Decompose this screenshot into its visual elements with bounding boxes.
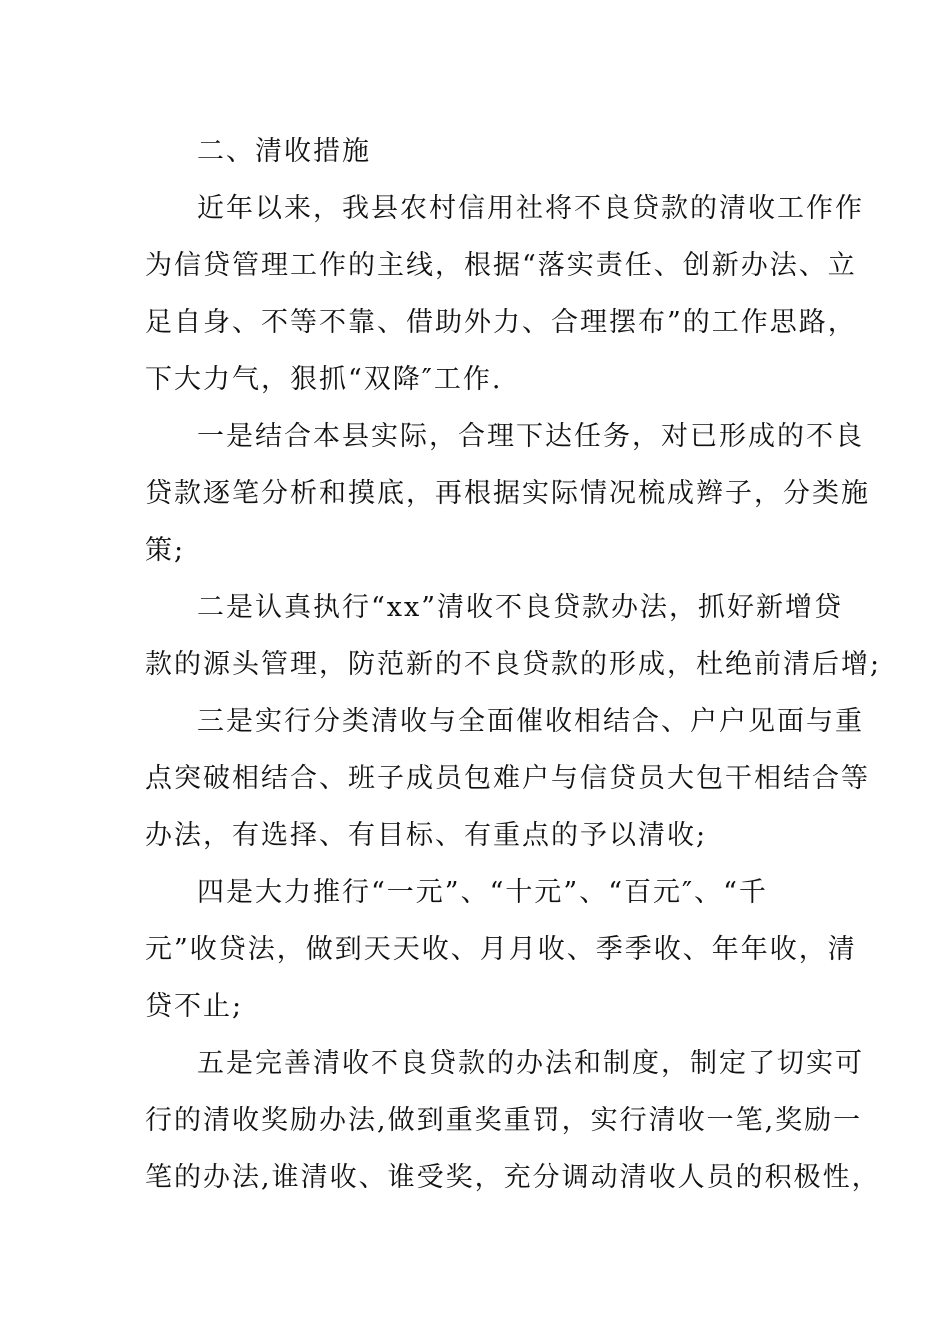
- paragraph-line: 一是结合本县实际，合理下达任务，对已形成的不良: [197, 421, 864, 452]
- paragraph-line: 三是实行分类清收与全面催收相结合、户户见面与重: [197, 706, 864, 737]
- paragraph-line: 元”收贷法，做到天天收、月月收、季季收、年年收，清: [145, 934, 857, 965]
- paragraph-line: 策;: [145, 535, 186, 566]
- paragraph-line: 点突破相结合、班子成员包难户与信贷员大包干相结合等: [145, 763, 870, 794]
- paragraph-line: 二是认真执行“xx”清收不良贷款办法，抓好新增贷: [197, 592, 844, 623]
- paragraph-line: 贷不止;: [145, 991, 244, 1022]
- paragraph-line: 下大力气，狠抓“双降″工作.: [145, 364, 503, 395]
- paragraph-line: 足自身、不等不靠、借助外力、合理摆布”的工作思路，: [145, 307, 857, 338]
- paragraph-line: 五是完善清收不良贷款的办法和制度，制定了切实可: [197, 1048, 864, 1079]
- paragraph-line: 近年以来，我县农村信用社将不良贷款的清收工作作: [197, 193, 864, 224]
- paragraph-line: 办法，有选择、有目标、有重点的予以清收;: [145, 820, 708, 851]
- paragraph-line: 四是大力推行“一元”、“十元”、“百元″、“千: [197, 877, 768, 908]
- paragraph-line: 为信贷管理工作的主线，根据“落实责任、创新办法、立: [145, 250, 857, 281]
- paragraph-line: 行的清收奖励办法,做到重奖重罚，实行清收一笔,奖励一: [145, 1105, 863, 1136]
- section-heading: 二、清收措施: [197, 136, 371, 167]
- paragraph-line: 贷款逐笔分析和摸底，再根据实际情况梳成辫子，分类施: [145, 478, 870, 509]
- paragraph-line: 款的源头管理，防范新的不良贷款的形成，杜绝前清后增;: [145, 649, 882, 680]
- paragraph-line: 笔的办法,谁清收、谁受奖，充分调动清收人员的积极性，: [145, 1162, 881, 1193]
